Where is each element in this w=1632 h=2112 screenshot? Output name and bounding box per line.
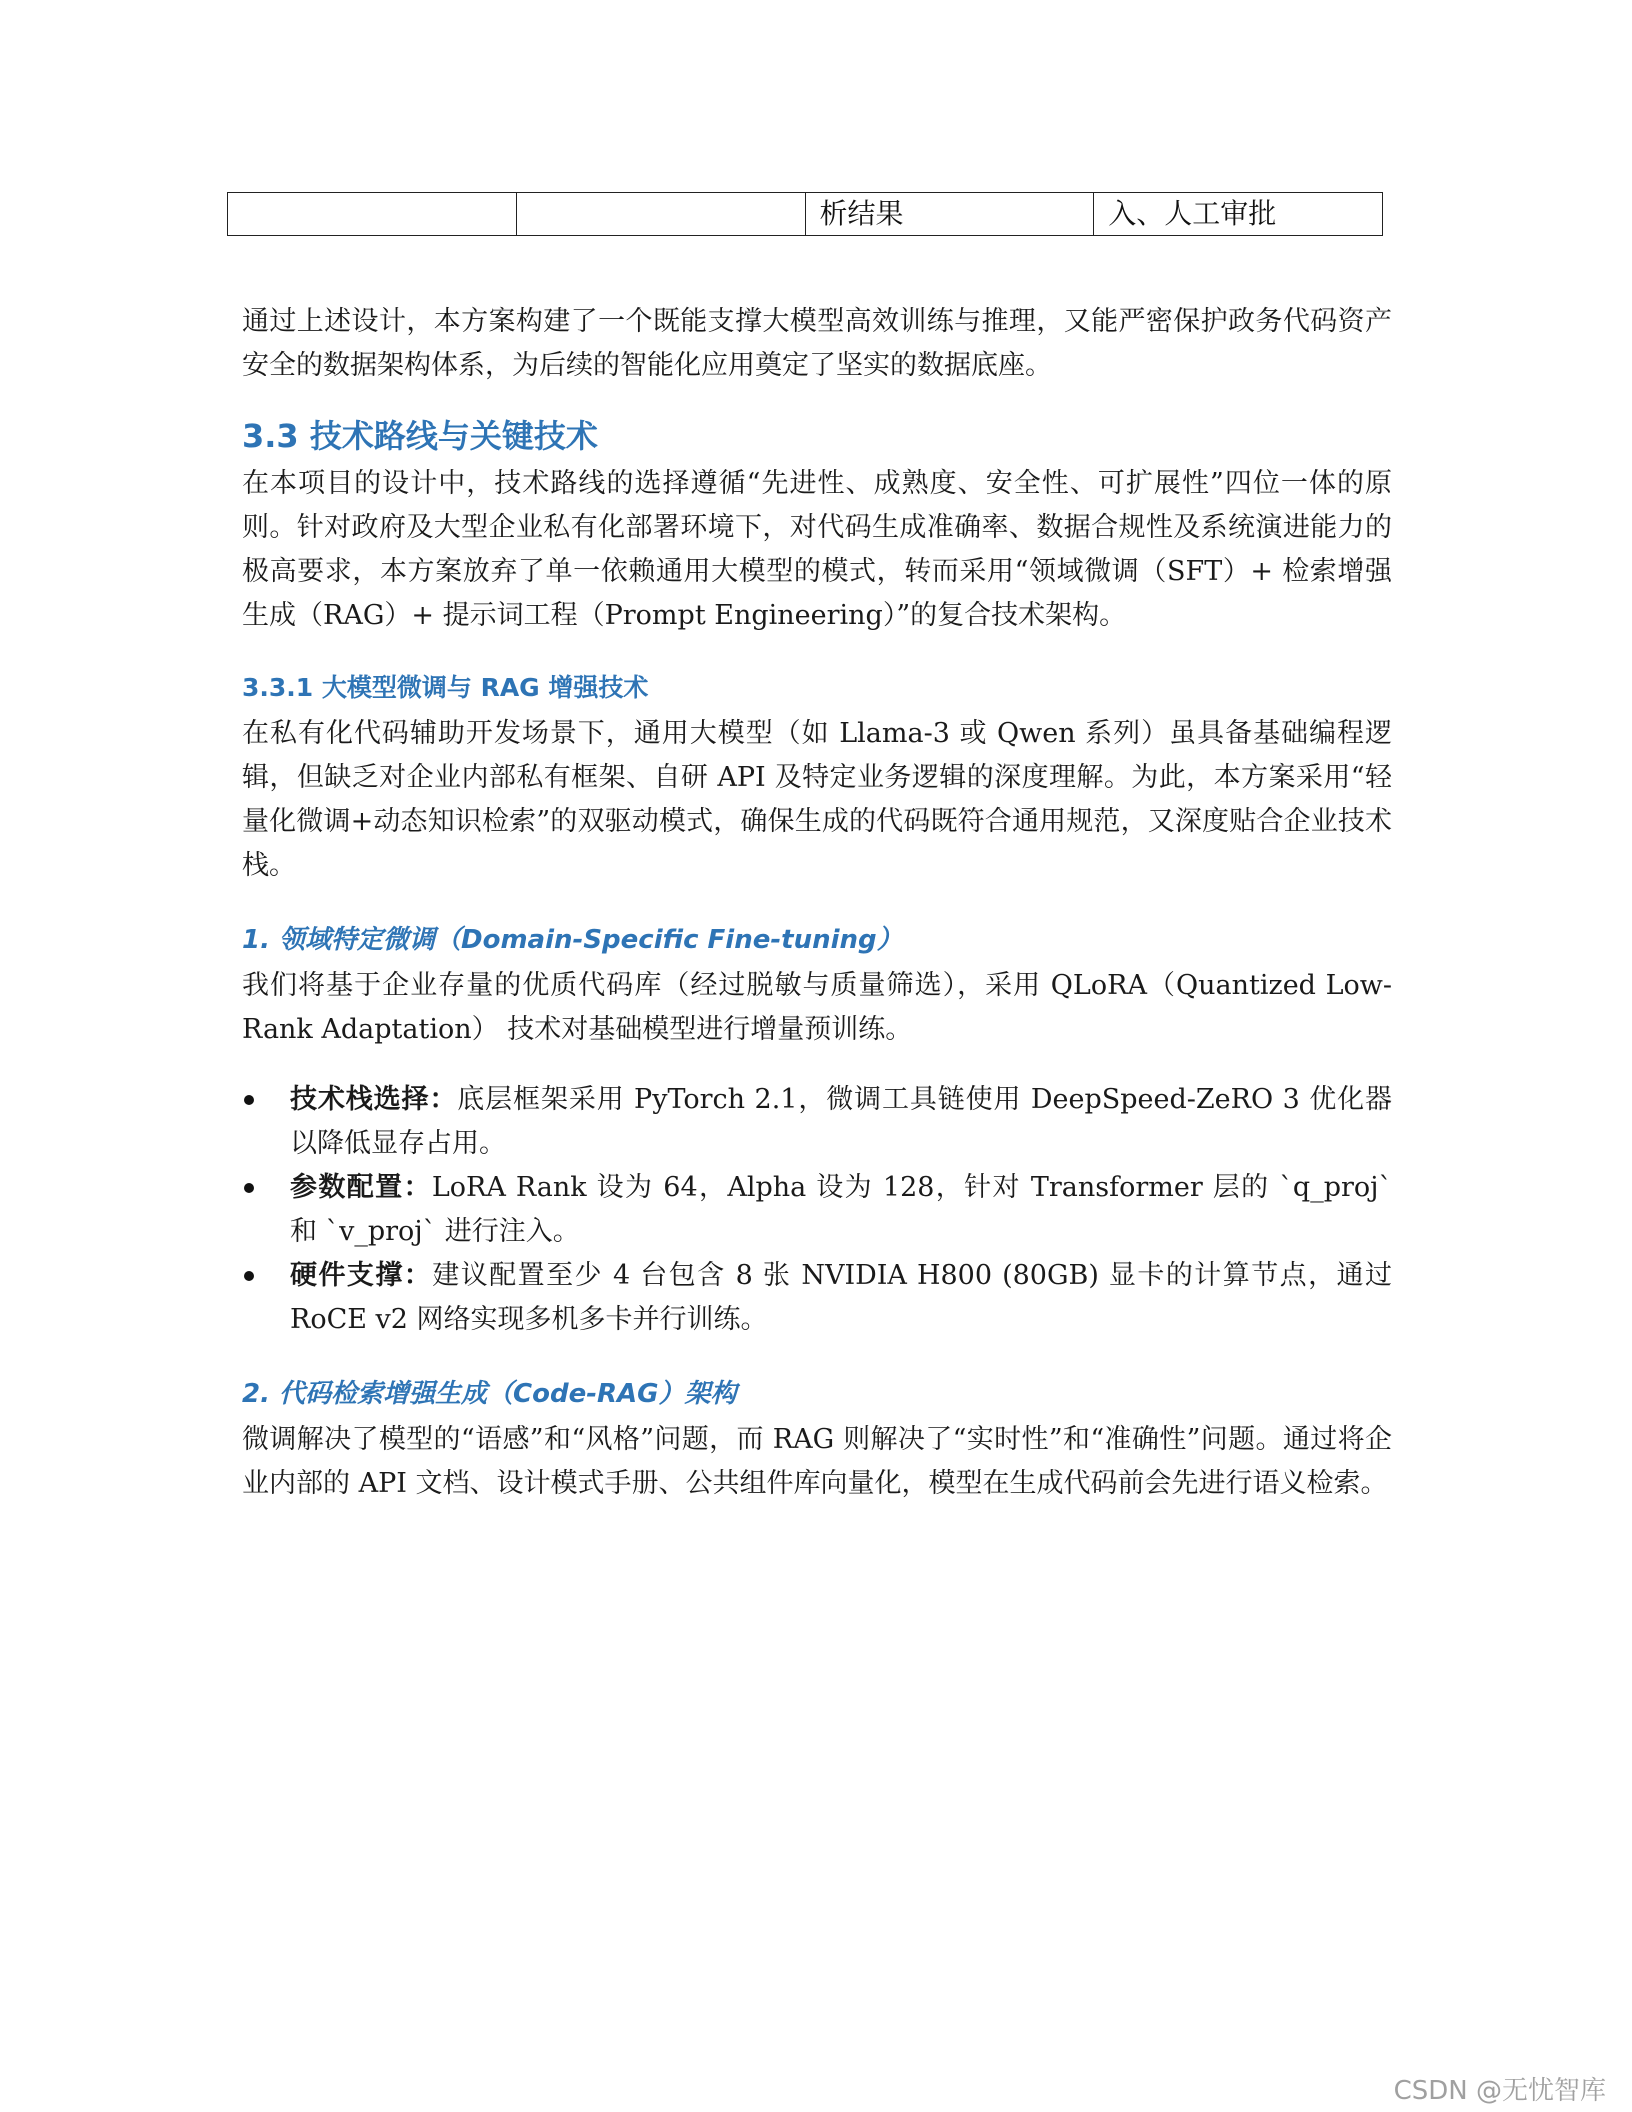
- bullet-key: 硬件支撑：: [290, 1260, 433, 1291]
- code-rag-paragraph: 微调解决了模型的“语感”和“风格”问题，而 RAG 则解决了“实时性”和“准确性”问题。通过将企业内部的 API 文档、设计模式手册、公共组件库向量化，模型在生成代码前会先进行语义检索。: [242, 1424, 1392, 1499]
- bullet-key: 参数配置：: [290, 1172, 432, 1203]
- subheading-code-rag: 2. 代码检索增强生成（Code-RAG）架构: [242, 1379, 737, 1409]
- bullet-icon: [244, 1183, 254, 1193]
- watermark: CSDN @无忧智库: [1393, 2076, 1606, 2106]
- bullet-text: 底层框架采用 PyTorch 2.1，微调工具链使用 DeepSpeed-ZeRO 3 优化器以降低显存占用。: [290, 1084, 1392, 1159]
- fine-tuning-paragraph: 我们将基于企业存量的优质代码库（经过脱敏与质量筛选），采用 QLoRA（Quantized Low-Rank Adaptation） 技术对基础模型进行增量预训练。: [242, 970, 1392, 1045]
- table-cell: [228, 193, 517, 236]
- list-item: [242, 1166, 1392, 1254]
- subsection-paragraph: 在私有化代码辅助开发场景下，通用大模型（如 Llama-3 或 Qwen 系列）虽具备基础编程逻辑，但缺乏对企业内部私有框架、自研 API 及特定业务逻辑的深度理解。为此，本方案采用“轻量化微调+动态知识检索”的双驱动模式，确保生成的代码既符合通用规范，又深度贴合企业技术栈。: [242, 718, 1392, 881]
- bullet-list: [242, 1078, 1392, 1342]
- section-paragraph: 在本项目的设计中，技术路线的选择遵循“先进性、成熟度、安全性、可扩展性”四位一体的原则。针对政府及大型企业私有化部署环境下，对代码生成准确率、数据合规性及系统演进能力的极高要求，本方案放弃了单一依赖通用大模型的模式，转而采用“领域微调（SFT）+ 检索增强生成（RAG）+ 提示词工程（Prompt Engineering）”的复合技术架构。: [242, 468, 1392, 631]
- list-item: [242, 1078, 1392, 1166]
- bullet-key: 技术栈选择：: [290, 1084, 458, 1115]
- bullet-icon: [244, 1271, 254, 1281]
- subheading-fine-tuning: 1. 领域特定微调（Domain-Specific Fine-tuning）: [242, 925, 903, 955]
- intro-paragraph: 通过上述设计，本方案构建了一个既能支撑大模型高效训练与推理，又能严密保护政务代码资产安全的数据架构体系，为后续的智能化应用奠定了坚实的数据底座。: [242, 306, 1392, 381]
- bullet-icon: [244, 1095, 254, 1105]
- list-item: [242, 1254, 1392, 1342]
- bullet-text: 建议配置至少 4 台包含 8 张 NVIDIA H800 (80GB) 显卡的计算节点，通过 RoCE v2 网络实现多机多卡并行训练。: [290, 1260, 1393, 1335]
- table-cell: 入、人工审批: [1094, 193, 1383, 236]
- document-body: [242, 300, 1392, 1506]
- bullet-text: LoRA Rank 设为 64，Alpha 设为 128，针对 Transformer 层的 `q_proj` 和 `v_proj` 进行注入。: [290, 1172, 1393, 1247]
- table-cell: [516, 193, 805, 236]
- subsection-heading: 3.3.1 大模型微调与 RAG 增强技术: [242, 673, 649, 702]
- section-heading: 3.3 技术路线与关键技术: [242, 417, 598, 455]
- table-cell: 析结果: [805, 193, 1094, 236]
- table-row: [228, 193, 1383, 236]
- table-tail: [227, 192, 1383, 236]
